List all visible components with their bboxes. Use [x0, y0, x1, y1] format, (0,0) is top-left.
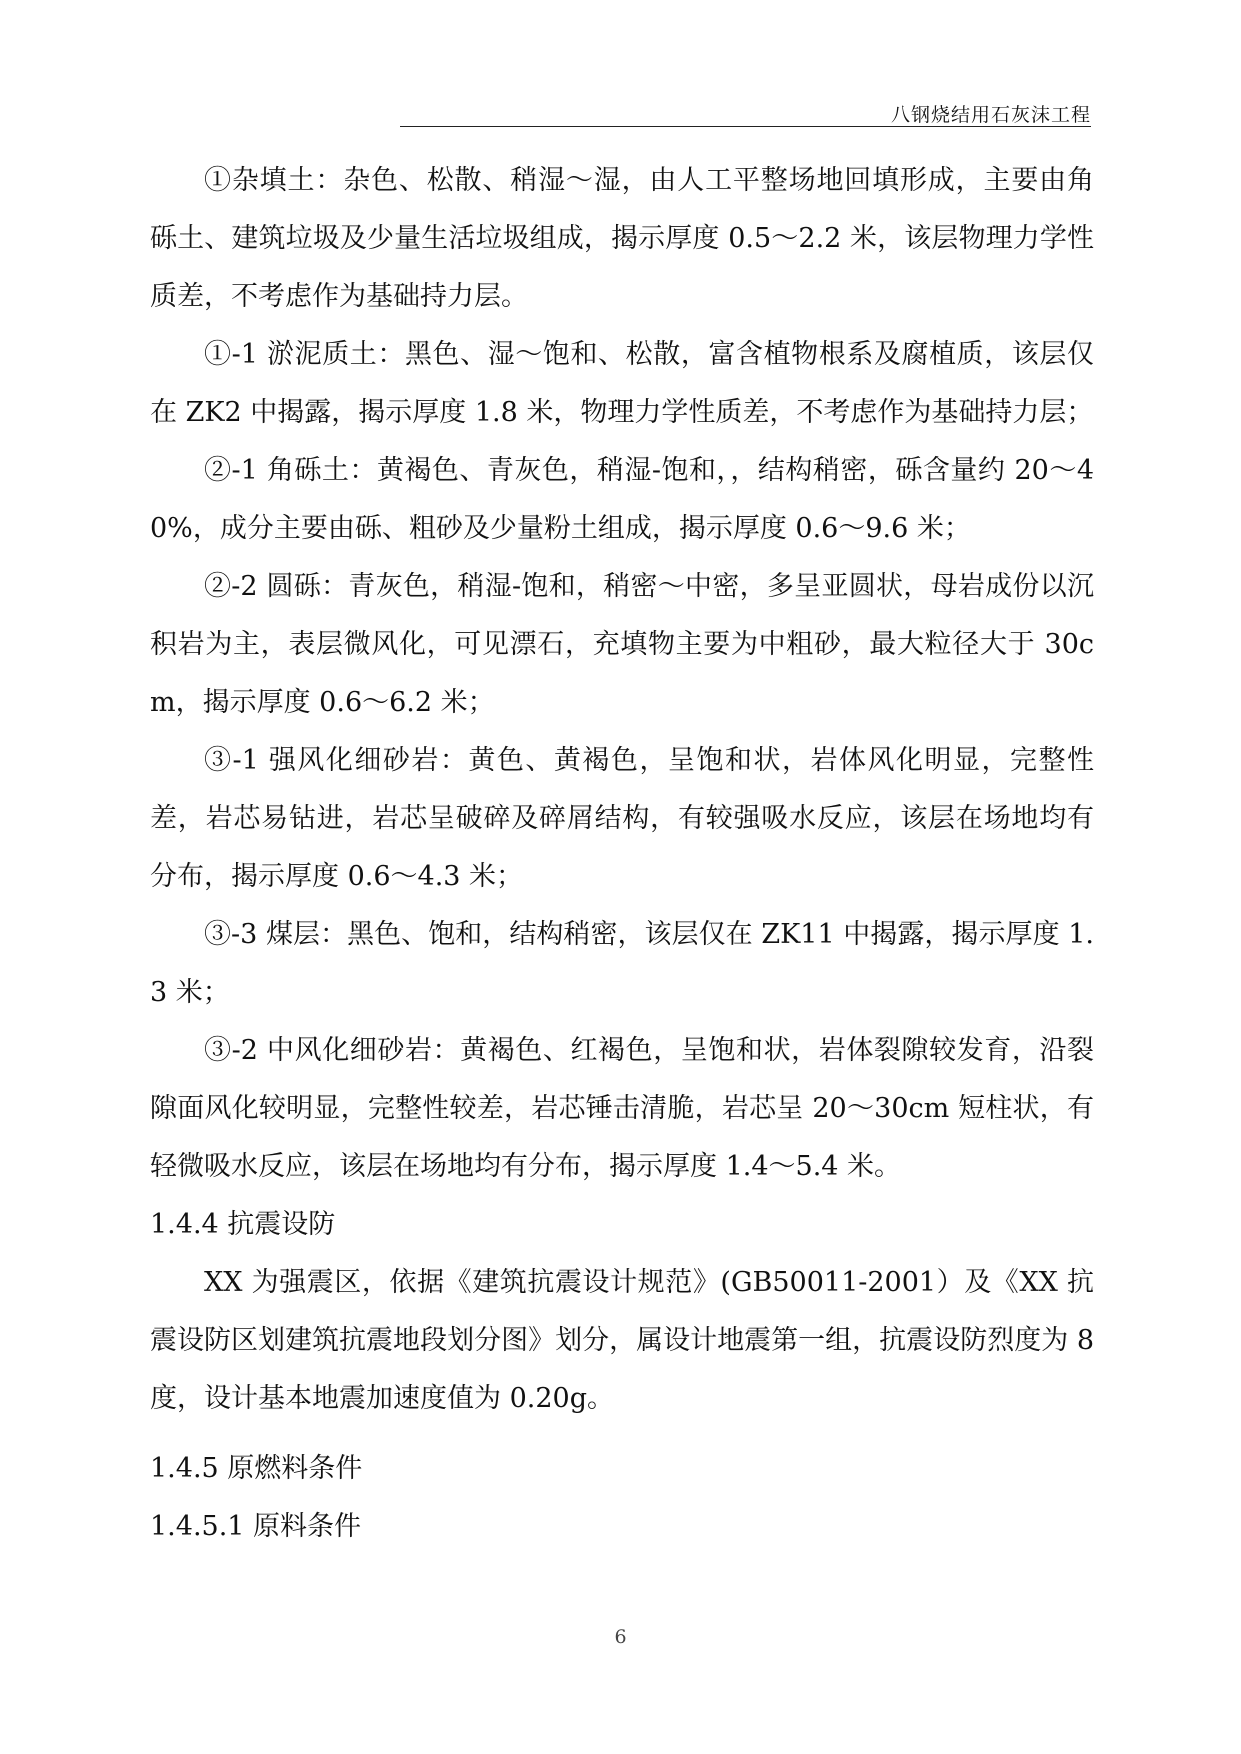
running-header: 八钢烧结用石灰沫工程 — [890, 104, 1091, 126]
paragraph-strongly-weathered-sandstone: ③-1 强风化细砂岩：黄色、黄褐色，呈饱和状，岩体风化明显，完整性差，岩芯易钻进，岩芯呈破碎及碎屑结构，有较强吸水反应，该层在场地均有分布，揭示厚度 0.6～4.3 米； — [150, 745, 1094, 892]
paragraph-silty-mud: ①-1 淤泥质土：黑色、湿～饱和、松散，富含植物根系及腐植质，该层仅在 ZK2 中揭露，揭示厚度 1.8 米，物理力学性质差，不考虑作为基础持力层； — [150, 339, 1094, 428]
section-heading-1-4-5-1: 1.4.5.1 原料条件 — [150, 1511, 362, 1542]
page-number: 6 — [614, 1626, 627, 1648]
paragraph-moderately-weathered-sandstone: ③-2 中风化细砂岩：黄褐色、红褐色，呈饱和状，岩体裂隙较发育，沿裂隙面风化较明显，完整性较差，岩芯锤击清脆，岩芯呈 20～30cm 短柱状，有轻微吸水反应，该层在场地均有分布，揭示厚度 1.4～5.4 米。 — [150, 1035, 1094, 1182]
header-rule — [400, 126, 1091, 127]
paragraph-seismic-fortification: XX 为强震区，依据《建筑抗震设计规范》(GB50011-2001）及《XX 抗震设防区划建筑抗震地段划分图》划分，属设计地震第一组，抗震设防烈度为 8 度，设计基本地震加速度值为 0.20g。 — [150, 1267, 1094, 1414]
section-heading-1-4-5: 1.4.5 原燃料条件 — [150, 1453, 363, 1484]
paragraph-breccia-soil: ②-1 角砾土：黄褐色、青灰色，稍湿-饱和，，结构稍密，砾含量约 20～40%，成分主要由砾、粗砂及少量粉土组成，揭示厚度 0.6～9.6 米； — [150, 455, 1094, 544]
section-heading-1-4-4: 1.4.4 抗震设防 — [150, 1209, 336, 1240]
paragraph-fill-soil: ①杂填土：杂色、松散、稍湿～湿，由人工平整场地回填形成，主要由角砾土、建筑垃圾及少量生活垃圾组成，揭示厚度 0.5～2.2 米，该层物理力学性质差，不考虑作为基础持力层。 — [150, 165, 1094, 312]
document-body — [150, 152, 1094, 1556]
paragraph-round-gravel: ②-2 圆砾：青灰色，稍湿-饱和，稍密～中密，多呈亚圆状，母岩成份以沉积岩为主，表层微风化，可见漂石，充填物主要为中粗砂，最大粒径大于 30cm，揭示厚度 0.6～6.2 米； — [150, 571, 1094, 718]
paragraph-coal-seam: ③-3 煤层：黑色、饱和，结构稍密，该层仅在 ZK11 中揭露，揭示厚度 1.3 米； — [150, 919, 1094, 1008]
